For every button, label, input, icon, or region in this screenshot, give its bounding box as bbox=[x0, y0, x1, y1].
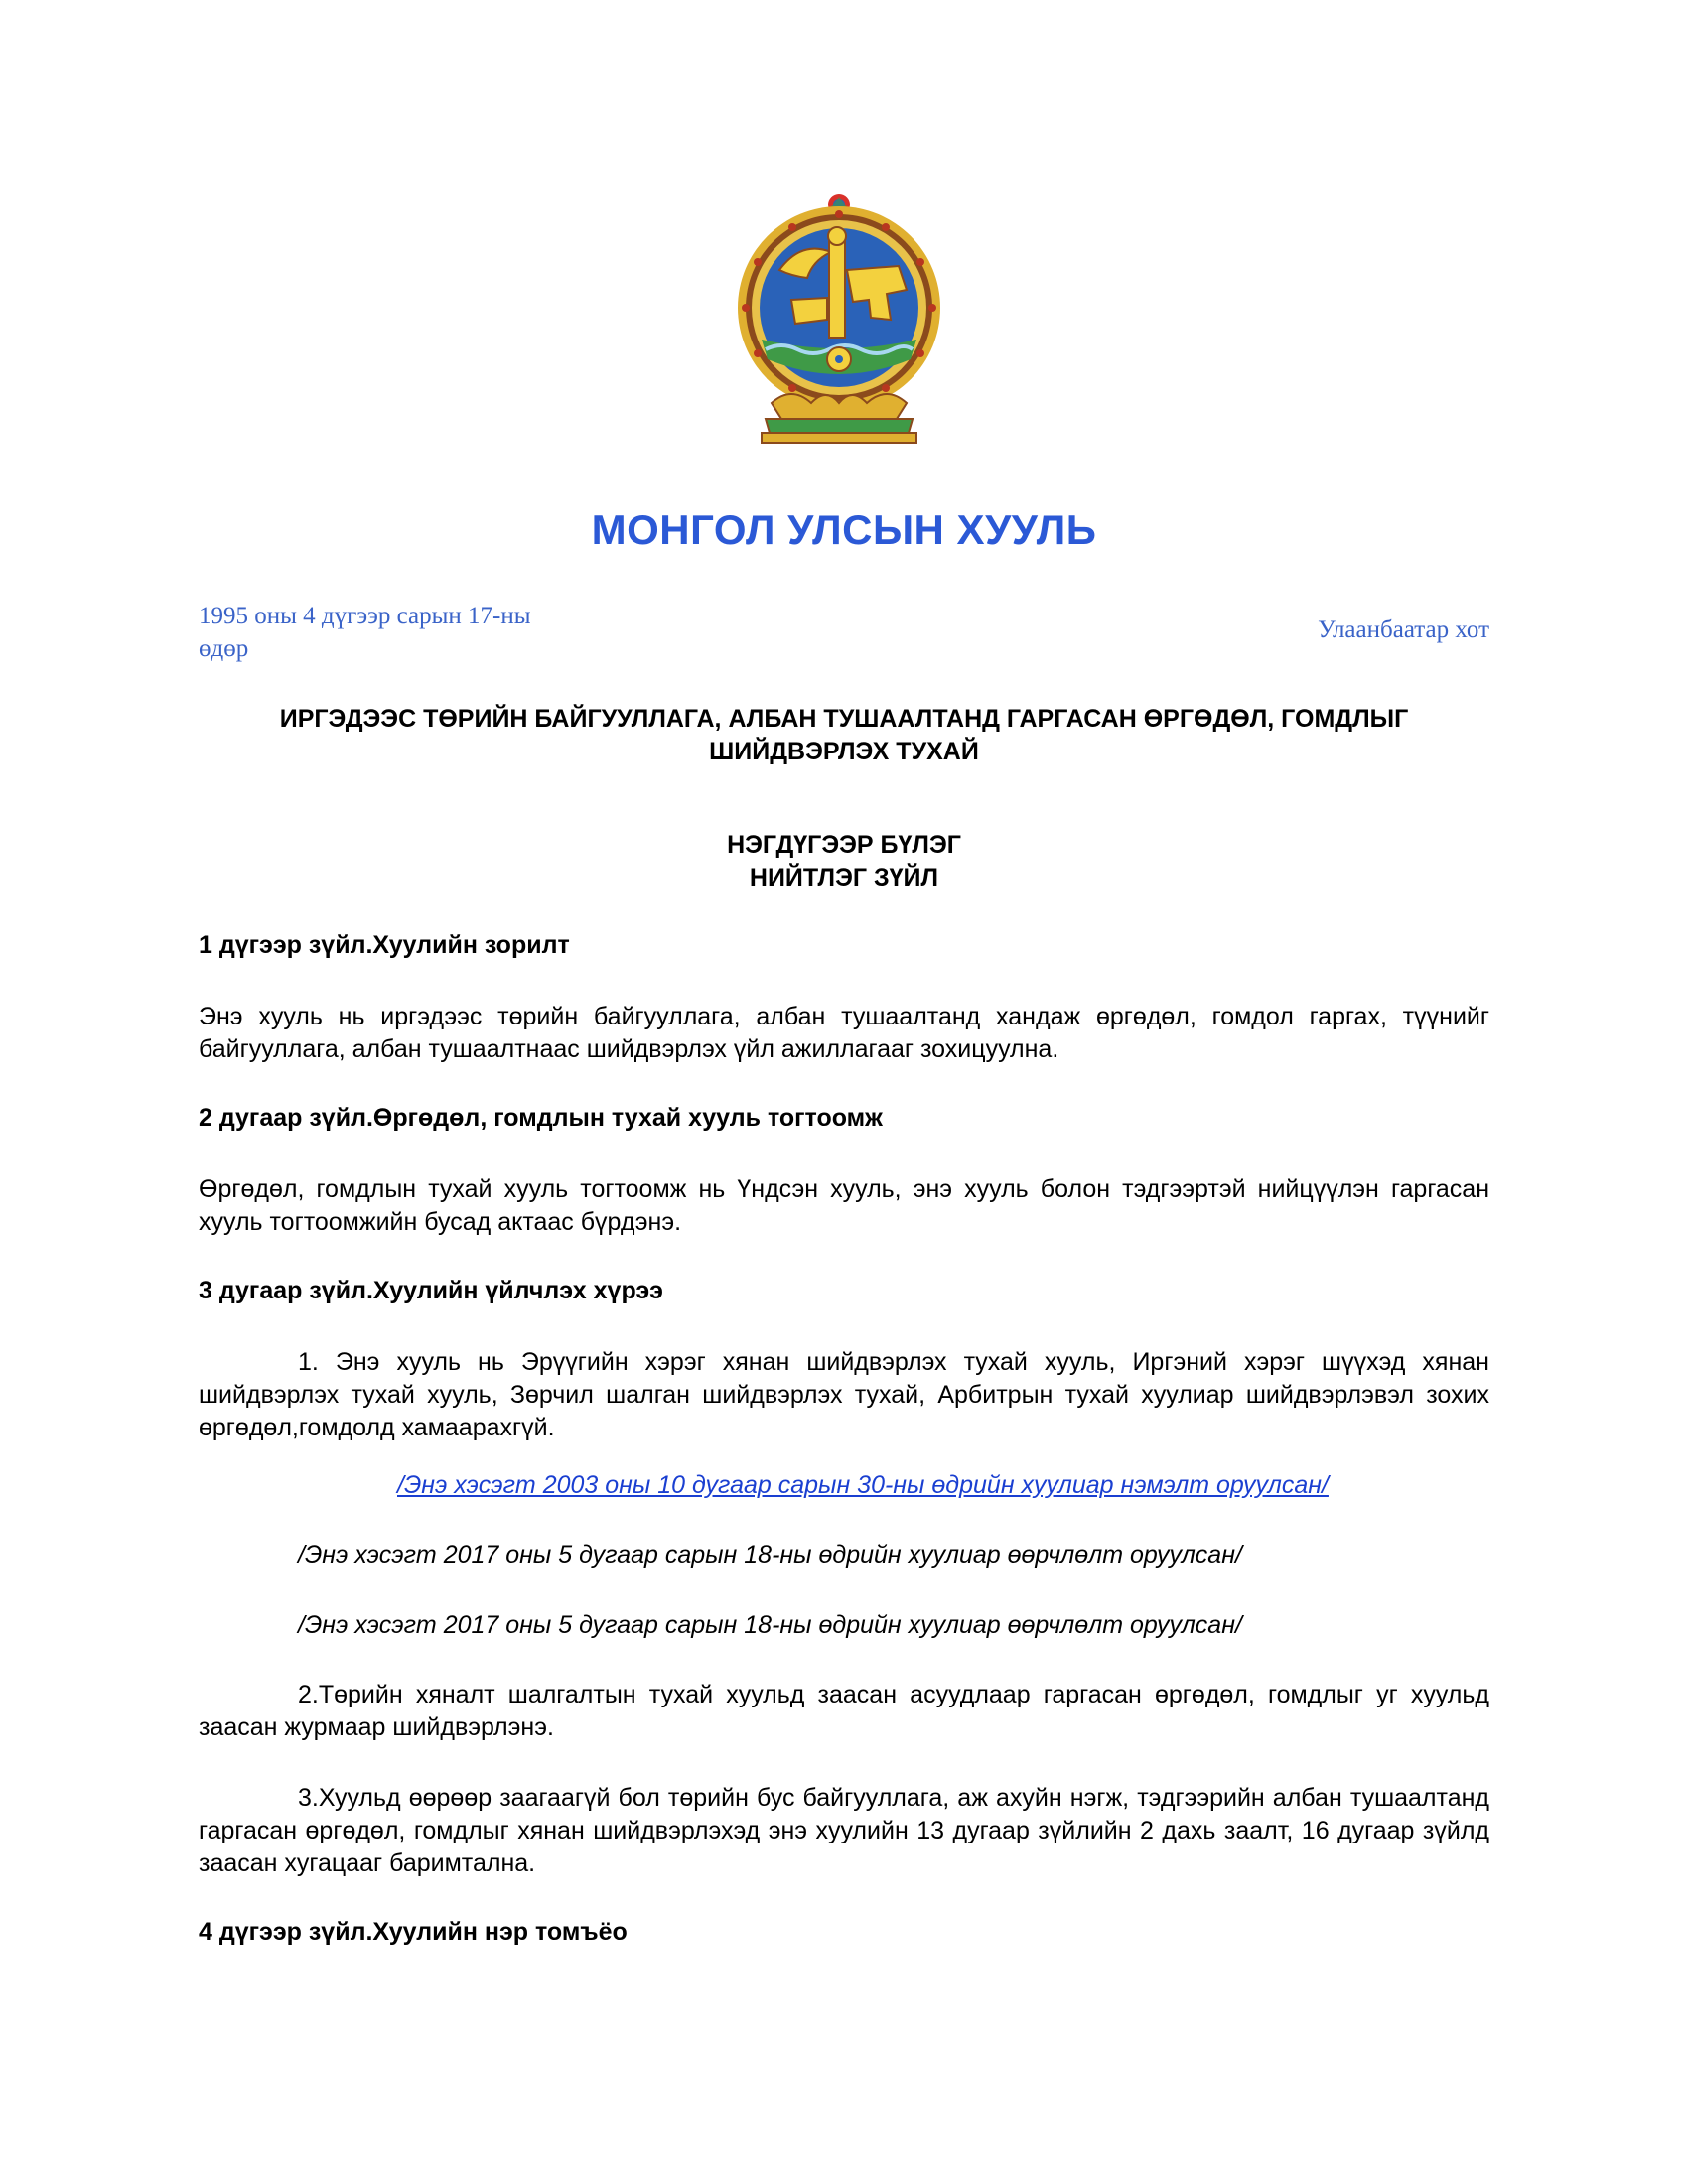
amendment-note: /Энэ хэсэгт 2017 оны 5 дугаар сарын 18-ны өдрийн хуулиар өөрчлөлт оруулсан/ bbox=[298, 1611, 1242, 1639]
article-heading: 3 дугаар зүйл.Хуулийн үйлчлэх хүрээ bbox=[199, 1277, 663, 1304]
article-heading: 1 дүгээр зүйл.Хуулийн зорилт bbox=[199, 931, 570, 959]
article-clause: 1. Энэ хууль нь Эрүүгийн хэрэг хянан шийдвэрлэх тухай хууль, Иргэний хэрэг шүүхэд хянан шийдвэрлэх тухай хууль, Зөрчил шалган шийдвэрлэх тухай, Арбитрын тухай хуулиар шийдвэрлэвэл зохих өргөдөл,гомдолд хамаарахгүй. bbox=[199, 1348, 1489, 1441]
article-heading: 4 дүгээр зүйл.Хуулийн нэр томъёо bbox=[199, 1918, 628, 1946]
article-text: Энэ хууль нь иргэдээс төрийн байгууллага, албан тушаалтанд хандаж өргөдөл, гомдол гаргах, түүнийг байгууллага, албан тушаалтнаас шийдвэрлэх үйл ажиллагааг зохицуулна. bbox=[199, 1003, 1489, 1063]
adoption-date bbox=[199, 600, 616, 665]
law-title-line: ИРГЭДЭЭС ТӨРИЙН БАЙГУУЛЛАГА, АЛБАН ТУШААЛТАНД ГАРГАСАН ӨРГӨДӨЛ, ГОМДЛЫГ bbox=[279, 705, 1409, 733]
adoption-place: Улаанбаатар хот bbox=[1318, 616, 1489, 643]
law-title-line: ШИЙДВЭРЛЭХ ТУХАЙ bbox=[709, 738, 979, 765]
date-line: 1995 оны 4 дүгээр сарын 17-ны bbox=[199, 603, 531, 629]
amendment-note: /Энэ хэсэгт 2017 оны 5 дугаар сарын 18-ны өдрийн хуулиар өөрчлөлт оруулсан/ bbox=[298, 1541, 1242, 1569]
chapter-heading bbox=[199, 829, 1489, 894]
article-clause: 3.Хуульд өөрөөр заагаагүй бол төрийн бус байгууллага, аж ахуйн нэгж, тэдгээрийн албан тушаалтанд гаргасан өргөдөл, гомдлыг хянан шийдвэрлэхэд энэ хуулийн 13 дугаар зүйлийн 2 дахь заалт, 16 дугаар зүйлд заасан хугацааг баримтална. bbox=[199, 1784, 1489, 1877]
state-emblem-icon bbox=[722, 191, 956, 451]
article-clause: 2.Төрийн хяналт шалгалтын тухай хуульд заасан асуудлаар гаргасан өргөдөл, гомдлыг уг хуульд заасан журмаар шийдвэрлэнэ. bbox=[199, 1681, 1489, 1741]
article-text: Өргөдөл, гомдлын тухай хууль тогтоомж нь Үндсэн хууль, энэ хууль болон тэдгээртэй нийцүүлэн гаргасан хууль тогтоомжийн бусад актаас бүрдэнэ. bbox=[199, 1175, 1489, 1236]
article-heading: 2 дугаар зүйл.Өргөдөл, гомдлын тухай хууль тогтоомж bbox=[199, 1104, 883, 1132]
page-title: МОНГОЛ УЛСЫН ХУУЛЬ bbox=[591, 506, 1097, 553]
date-line: өдөр bbox=[199, 635, 249, 662]
law-title bbox=[199, 703, 1489, 768]
chapter-number: НЭГДҮГЭЭР БҮЛЭГ bbox=[727, 831, 961, 859]
chapter-title: НИЙТЛЭГ ЗҮЙЛ bbox=[749, 864, 939, 891]
amendment-note-link[interactable]: /Энэ хэсэгт 2003 оны 10 дугаар сарын 30-ны өдрийн хуулиар нэмэлт оруулсан/ bbox=[397, 1471, 1329, 1499]
